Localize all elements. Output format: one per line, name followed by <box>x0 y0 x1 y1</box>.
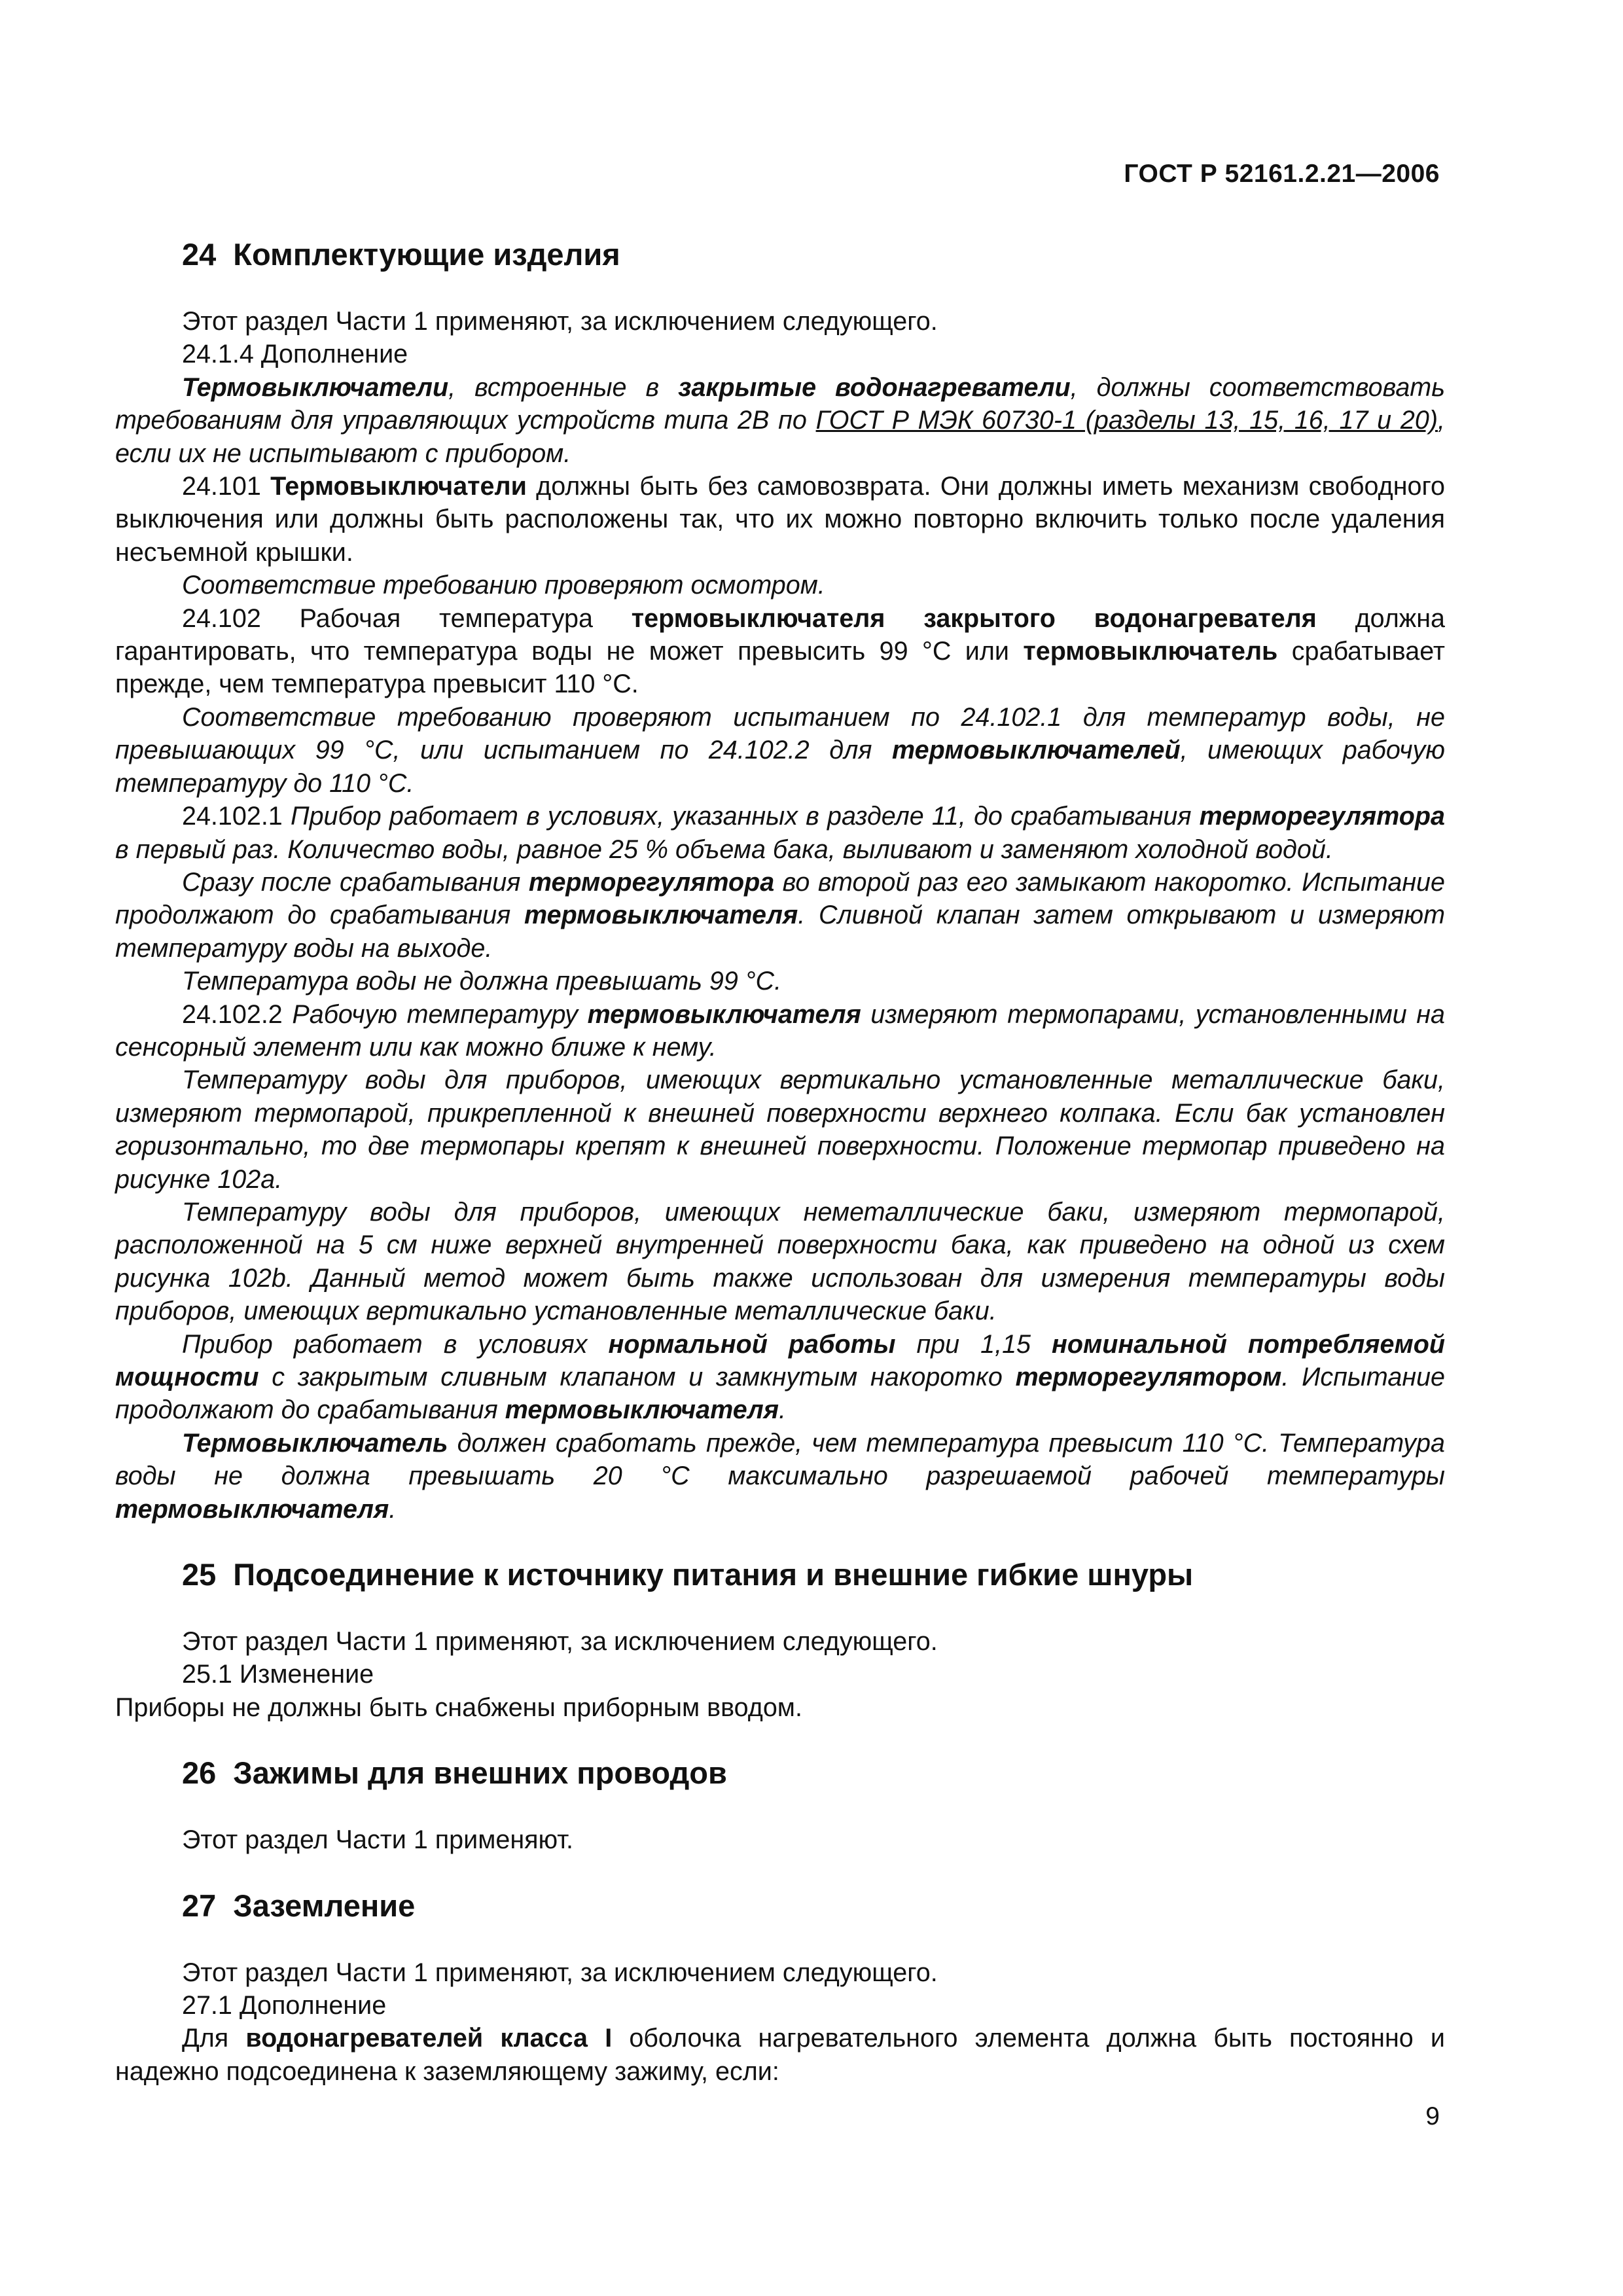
paragraph <box>115 965 1445 997</box>
text-span: . Испытание продолжают до срабатывания <box>115 1363 1446 1425</box>
text-span: . <box>389 1494 397 1524</box>
section-25 <box>115 1556 1445 1724</box>
text-span: , должны соответствовать требованиям для управляющих устройств типа 2В по <box>115 372 1445 435</box>
term: Термовыключатели <box>182 372 449 402</box>
term: нормальной работы <box>608 1329 896 1359</box>
paragraph: Этот раздел Части 1 применяют. <box>182 1825 573 1855</box>
section-title: Заземление <box>233 1888 416 1923</box>
text-span: с закрытым сливным клапаном и замкнутым накоротко <box>259 1363 1016 1391</box>
text-span: Соответствие требованию проверяют осмотром. <box>182 571 825 600</box>
text-span: , если их не испытывают с прибором. <box>115 406 1445 468</box>
text-span: Прибор работает в условиях <box>182 1329 609 1359</box>
text-span: Рабочую температуру <box>292 999 588 1029</box>
paragraph <box>115 866 1445 965</box>
term: Термовыключатель <box>182 1428 448 1458</box>
section-25-heading <box>115 1556 1445 1594</box>
paragraph: Этот раздел Части 1 применяют, за исключением следующего. <box>182 1958 938 1987</box>
text-span: Соответствие требованию проверяют испытанием по 24.102.1 для температур воды, не превышающих 99 °С, или испытанием по 24.102.2 для <box>115 702 1445 765</box>
clause-heading: 27.1 Дополнение <box>182 1991 387 2020</box>
term: термовыключателя <box>587 999 861 1029</box>
section-26 <box>115 1754 1445 1856</box>
paragraph <box>115 371 1445 470</box>
text-span: Температуру воды для приборов, имеющих вертикально установленные металлические баки, измеряют термопарой, прикрепленной к внешней поверхности верхнего колпака. Если бак установлен горизонтально, то две термопары крепят к внешней поверхности. Положение термопар приведено на рисунке 102а. <box>115 1066 1445 1194</box>
term: терморегулятором <box>1015 1363 1282 1391</box>
text-span: , встроенные в <box>448 372 679 402</box>
text-span: Температура воды не должна превышать 99 °С. <box>182 967 782 996</box>
text-span: Сразу после срабатывания <box>182 867 529 897</box>
paragraph <box>115 1427 1445 1526</box>
term: термовыключателя закрытого водонагревателя <box>631 603 1317 633</box>
term: термовыключателя <box>115 1494 389 1524</box>
term: Термовыключатели <box>270 472 527 501</box>
section-number: 25 <box>182 1557 217 1592</box>
term: терморегулятора <box>528 867 775 897</box>
text-span: должен сработать прежде, чем температура превысит 110 °С. Температура воды не должна превышать 20 °С максимально разрешаемой рабочей температуры <box>115 1428 1445 1491</box>
text-span: оболочка нагревательного элемента должна быть постоянно и надежно подсоединена к заземляющему зажиму, если: <box>115 2024 1445 2086</box>
text-span: должна гарантировать, что температура воды не может превысить 99 °С или <box>115 603 1445 666</box>
section-number: 24 <box>182 237 217 272</box>
section-number: 26 <box>182 1755 217 1791</box>
paragraph <box>115 1196 1445 1328</box>
text-span: при 1,15 <box>895 1329 1052 1359</box>
clause-heading: 25.1 Изменение <box>182 1660 374 1689</box>
section-27-heading <box>115 1887 1445 1925</box>
text-span: во второй раз его замыкают накоротко. Испытание продолжают до срабатывания <box>115 867 1445 930</box>
term: термовыключателя <box>505 1395 779 1425</box>
section-title: Зажимы для внешних проводов <box>233 1755 727 1791</box>
text-span: Прибор работает в условиях, указанных в разделе 11, до срабатывания <box>290 802 1200 831</box>
document-id-header: ГОСТ Р 52161.2.21—2006 <box>1124 160 1440 188</box>
paragraph <box>115 602 1445 701</box>
section-24 <box>115 236 1445 1526</box>
paragraph <box>115 1328 1445 1427</box>
compliance-note <box>115 569 1445 601</box>
text-span: 24.102 Рабочая температура <box>182 603 632 633</box>
document-body <box>115 236 1445 2118</box>
section-27 <box>115 1887 1445 2089</box>
clause-number: 24.102.1 <box>182 802 291 831</box>
section-title: Подсоединение к источнику питания и внешние гибкие шнуры <box>233 1557 1194 1592</box>
text-span: Температуру воды для приборов, имеющих неметаллические баки, измеряют термопарой, расположенной на 5 см ниже верхней внутренней поверхности бака, как приведено на одной из схем рисунка 102b. Данный метод может быть также использован для измерения температуры воды приборов, имеющих вертикально установленные металлические баки. <box>115 1197 1445 1326</box>
text-span: . <box>778 1395 786 1425</box>
term: номинальной потребляемой мощности <box>115 1329 1446 1391</box>
paragraph <box>115 1064 1445 1196</box>
text-span: должны быть без самовозврата. Они должны иметь механизм свободного выключения или должны быть расположены так, что их можно повторно включить только после удаления несъемной крышки. <box>115 472 1445 567</box>
term: водонагревателей класса I <box>245 2024 613 2053</box>
paragraph: Приборы не должны быть снабжены приборным вводом. <box>115 1693 802 1722</box>
text-span: измеряют термопарами, установленными на сенсорный элемент или как можно ближе к нему. <box>115 999 1445 1062</box>
clause-number: 24.102.2 <box>182 999 293 1029</box>
text-span: Для <box>182 2024 246 2053</box>
compliance-note <box>115 701 1445 800</box>
standard-reference-link[interactable]: ГОСТ Р МЭК 60730-1 (разделы 13, 15, 16, 17 и 20) <box>815 406 1438 435</box>
section-24-heading <box>115 236 1445 274</box>
term: терморегулятора <box>1199 802 1445 831</box>
term: термовыключатель <box>1023 637 1278 666</box>
term: термовыключателей <box>892 736 1181 765</box>
section-26-heading <box>115 1754 1445 1792</box>
term: закрытые водонагреватели <box>678 372 1071 402</box>
text-span: . Сливной клапан затем открывают и измеряют температуру воды на выходе. <box>115 901 1445 963</box>
text-span: срабатывает прежде, чем температура превысит 110 °С. <box>115 637 1445 699</box>
clause-heading: 24.1.4 Дополнение <box>182 340 408 369</box>
page-number: 9 <box>1425 2102 1440 2130</box>
paragraph <box>115 470 1445 569</box>
paragraph: Этот раздел Части 1 применяют, за исключением следующего. <box>182 307 938 336</box>
term: термовыключателя <box>524 901 798 930</box>
text-span: в первый раз. Количество воды, равное 25 % объема бака, выливают и заменяют холодной водой. <box>115 834 1333 864</box>
text-span: , имеющих рабочую температуру до 110 °С. <box>115 736 1445 798</box>
text-span: 24.101 <box>182 472 271 501</box>
paragraph <box>115 998 1445 1064</box>
section-number: 27 <box>182 1888 217 1923</box>
paragraph: Этот раздел Части 1 применяют, за исключением следующего. <box>182 1627 938 1657</box>
section-title: Комплектующие изделия <box>233 237 620 272</box>
paragraph <box>115 800 1445 866</box>
paragraph <box>115 2022 1445 2088</box>
